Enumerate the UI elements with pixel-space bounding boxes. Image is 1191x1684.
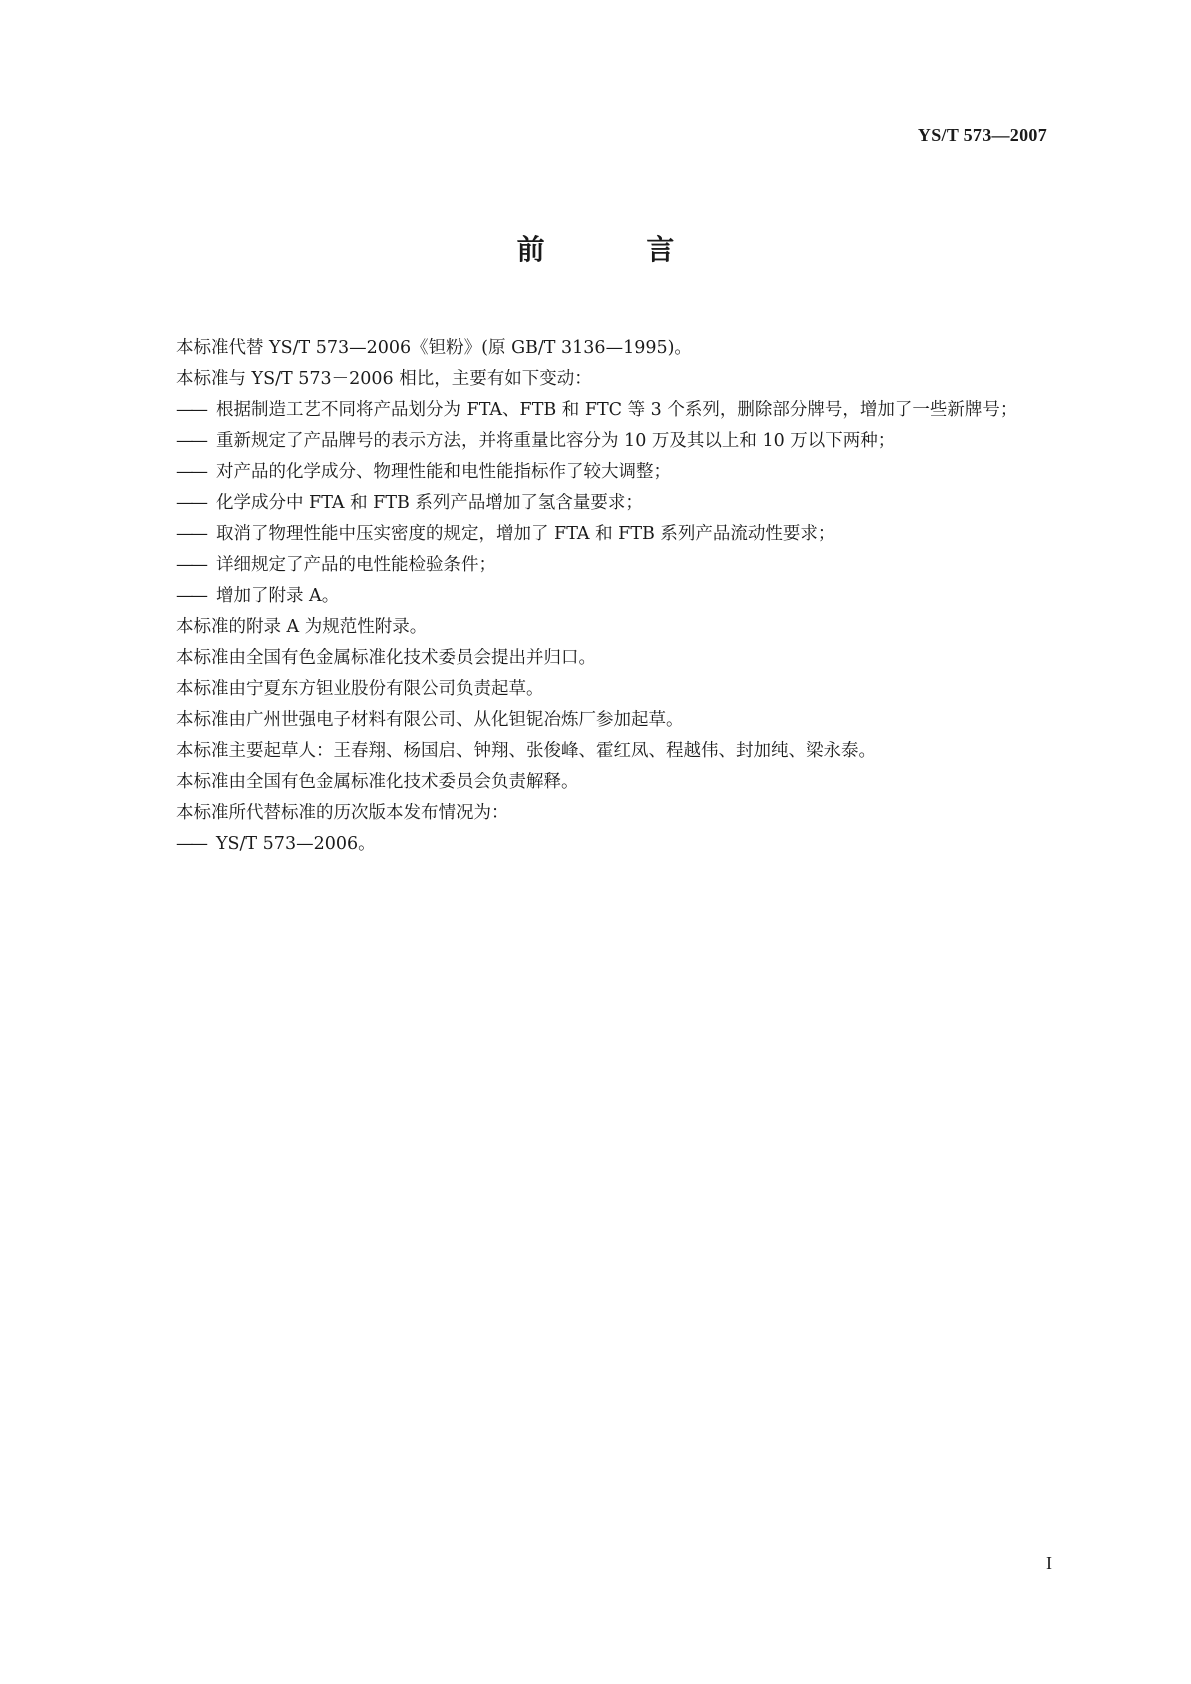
- list-item-text: 重新规定了产品牌号的表示方法，并将重量比容分为 10 万及其以上和 10 万以下两种；: [216, 431, 896, 451]
- list-item-text: 根据制造工艺不同将产品划分为 FTA、FTB 和 FTC 等 3 个系列，删除部分牌号，增加了一些新牌号；: [216, 400, 1018, 420]
- list-item-text: 化学成分中 FTA 和 FTB 系列产品增加了氢含量要求；: [216, 493, 643, 513]
- dash-marker: ——: [176, 524, 205, 544]
- dash-marker: ——: [176, 431, 205, 451]
- paragraph-interpretation: 本标准由全国有色金属标准化技术委员会负责解释。: [176, 772, 579, 792]
- paragraph-co-drafted-by: 本标准由广州世强电子材料有限公司、从化钽铌冶炼厂参加起草。: [176, 710, 684, 730]
- list-item-text: YS/T 573—2006。: [216, 834, 376, 854]
- list-item: [176, 457, 1056, 488]
- list-item-text: 取消了物理性能中压实密度的规定，增加了 FTA 和 FTB 系列产品流动性要求；: [216, 524, 836, 544]
- paragraph-changes-intro: 本标准与 YS/T 573－2006 相比，主要有如下变动：: [176, 369, 592, 389]
- list-item: [176, 550, 1056, 581]
- document-body: [176, 333, 1056, 860]
- dash-marker: ——: [176, 834, 205, 854]
- list-item: [176, 488, 1056, 519]
- dash-marker: ——: [176, 555, 205, 575]
- paragraph-proposed-by: 本标准由全国有色金属标准化技术委员会提出并归口。: [176, 648, 596, 668]
- list-item-text: 对产品的化学成分、物理性能和电性能指标作了较大调整；: [216, 462, 671, 482]
- list-item-text: 详细规定了产品的电性能检验条件；: [216, 555, 496, 575]
- paragraph-history-intro: 本标准所代替标准的历次版本发布情况为：: [176, 803, 509, 823]
- dash-marker: ——: [176, 400, 205, 420]
- list-item: [176, 395, 1056, 426]
- history-list: [176, 829, 1056, 860]
- dash-marker: ——: [176, 493, 205, 513]
- dash-marker: ——: [176, 462, 205, 482]
- dash-marker: ——: [176, 586, 205, 606]
- changes-list: [176, 395, 1056, 612]
- page-number: I: [1046, 1553, 1052, 1573]
- list-item: [176, 829, 1056, 860]
- paragraph-main-drafters: 本标准主要起草人：王春翔、杨国启、钟翔、张俊峰、霍红凤、程越伟、封加纯、梁永泰。: [176, 741, 876, 761]
- standard-code: YS/T 573—2007: [917, 125, 1047, 145]
- paragraph-replaces: 本标准代替 YS/T 573—2006《钽粉》(原 GB/T 3136—1995)。: [176, 338, 692, 358]
- list-item-text: 增加了附录 A。: [216, 586, 340, 606]
- paragraph-annex: 本标准的附录 A 为规范性附录。: [176, 617, 428, 637]
- list-item: [176, 581, 1056, 612]
- list-item: [176, 426, 1056, 457]
- paragraph-drafted-by: 本标准由宁夏东方钽业股份有限公司负责起草。: [176, 679, 544, 699]
- page-title: 前 言: [516, 233, 721, 266]
- list-item: [176, 519, 1056, 550]
